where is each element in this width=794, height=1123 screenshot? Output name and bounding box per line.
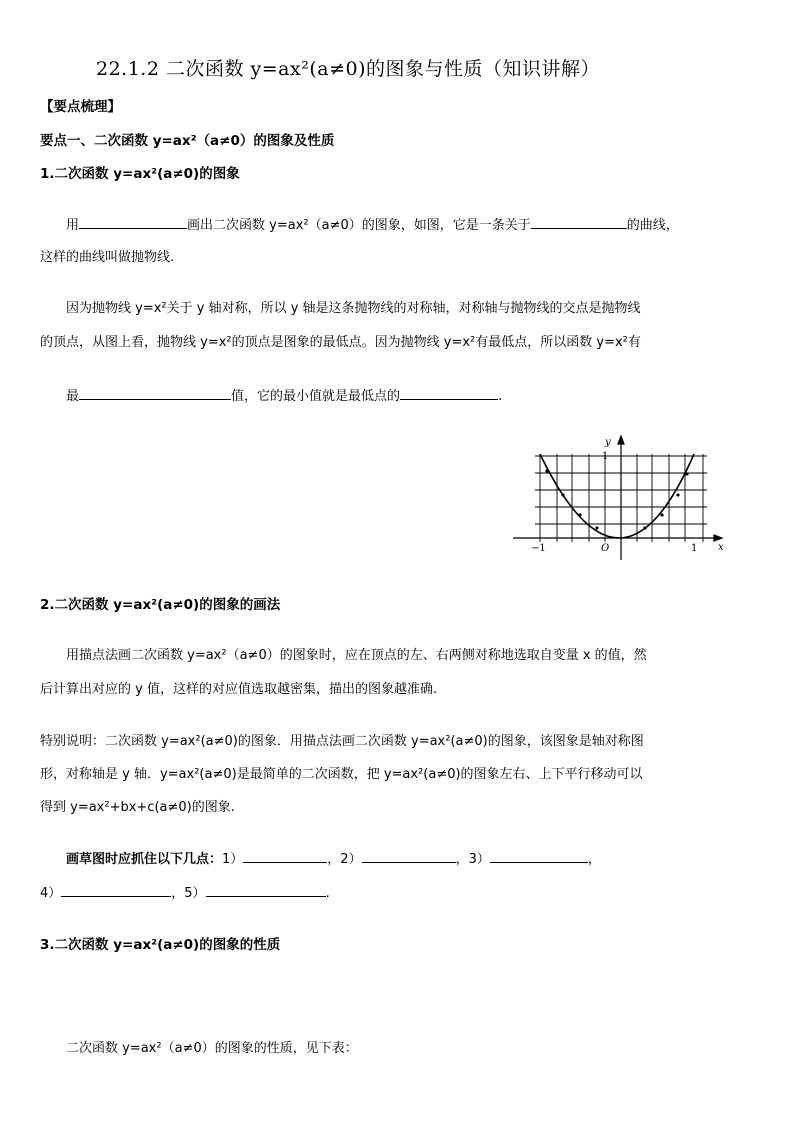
sketch-p5: ，5） [171,886,206,901]
axes [513,436,722,560]
fill-blank-ordinate[interactable] [400,385,498,400]
note-line3: 得到 y=ax²+bx+c(a≠0)的图象. [40,800,235,815]
tick-label-x-neg-one: −1 [531,543,546,554]
para4: 二次函数 y=ax²（a≠0）的图象的性质，见下表： [66,1041,358,1056]
fill-blank-method[interactable] [79,214,187,229]
sub2-heading: 2.二次函数 y=ax²(a≠0)的图象的画法 [40,597,281,613]
sketch-p2: ，2） [327,852,362,867]
para2-text-c: . [498,389,503,404]
para2-line3 [66,385,502,404]
sub1-heading: 1.二次函数 y=ax²(a≠0)的图象 [40,166,240,182]
sketch-end: . [325,886,330,901]
para3-line1: 用描点法画二次函数 y=ax²（a≠0）的图象时，应在顶点的左、右两侧对称地选取自变量 x 的值，然 [66,648,647,663]
sketch-line2 [40,882,330,901]
fill-blank-point3[interactable] [490,848,588,863]
para2-text-a: 最 [66,389,80,404]
page-title: 22.1.2 二次函数 y=ax²(a≠0)的图象与性质（知识讲解） [96,58,600,80]
section-heading: 【要点梳理】 [40,99,121,115]
point1-heading: 要点一、二次函数 y=ax²（a≠0）的图象及性质 [40,133,335,149]
para1-line2: 这样的曲线叫做抛物线. [40,250,175,265]
para1-text-a: 用 [66,218,80,233]
sketch-lead: 画草图时应抓住以下几点： [66,852,223,867]
para1-text-c: 的曲线， [626,218,679,233]
para2-line2: 的顶点，从图上看，抛物线 y=x²的顶点是图象的最低点。因为抛物线 y=x²有最低点，所以函数 y=x²有 [40,335,641,350]
fill-blank-minmax[interactable] [79,385,231,400]
origin-label: O [601,543,610,554]
sketch-line1 [66,848,601,867]
para3-line2: 后计算出对应的 y 值，这样的对应值选取越密集，描出的图象越准确. [40,682,438,697]
tick-label-x-one: 1 [691,543,698,554]
sketch-p3: ，3） [455,852,490,867]
fill-blank-point5[interactable] [206,882,326,897]
note-line1: 特别说明：二次函数 y=ax²(a≠0)的图象．用描点法画二次函数 y=ax²(a≠0)的图象，该图象是轴对称图 [40,734,644,749]
para2-text-b: 值，它的最小值就是最低点的 [231,389,401,404]
fill-blank-symmetry[interactable] [531,214,627,229]
fill-blank-point2[interactable] [362,848,456,863]
parabola-graph [507,432,732,564]
para2-line1: 因为抛物线 y=x²关于 y 轴对称，所以 y 轴是这条抛物线的对称轴，对称轴与抛物线的交点是抛物线 [66,301,641,316]
sketch-p4: 4） [40,886,62,901]
sketch-p3-end: ， [587,852,601,867]
fill-blank-point4[interactable] [61,882,171,897]
y-axis-label: y [605,437,611,448]
fill-blank-point1[interactable] [243,848,327,863]
x-axis-label: x [718,542,724,553]
sketch-p1: 1） [222,852,244,867]
note-line2: 形，对称轴是 y 轴．y=ax²(a≠0)是最简单的二次函数，把 y=ax²(a≠0)的图象左右、上下平行移动可以 [40,767,643,782]
tick-label-y-one: 1 [602,451,609,462]
sub3-heading: 3.二次函数 y=ax²(a≠0)的图象的性质 [40,937,281,953]
para1-text-b: 画出二次函数 y=ax²（a≠0）的图象，如图，它是一条关于 [187,218,531,233]
para1-line1 [66,214,679,233]
